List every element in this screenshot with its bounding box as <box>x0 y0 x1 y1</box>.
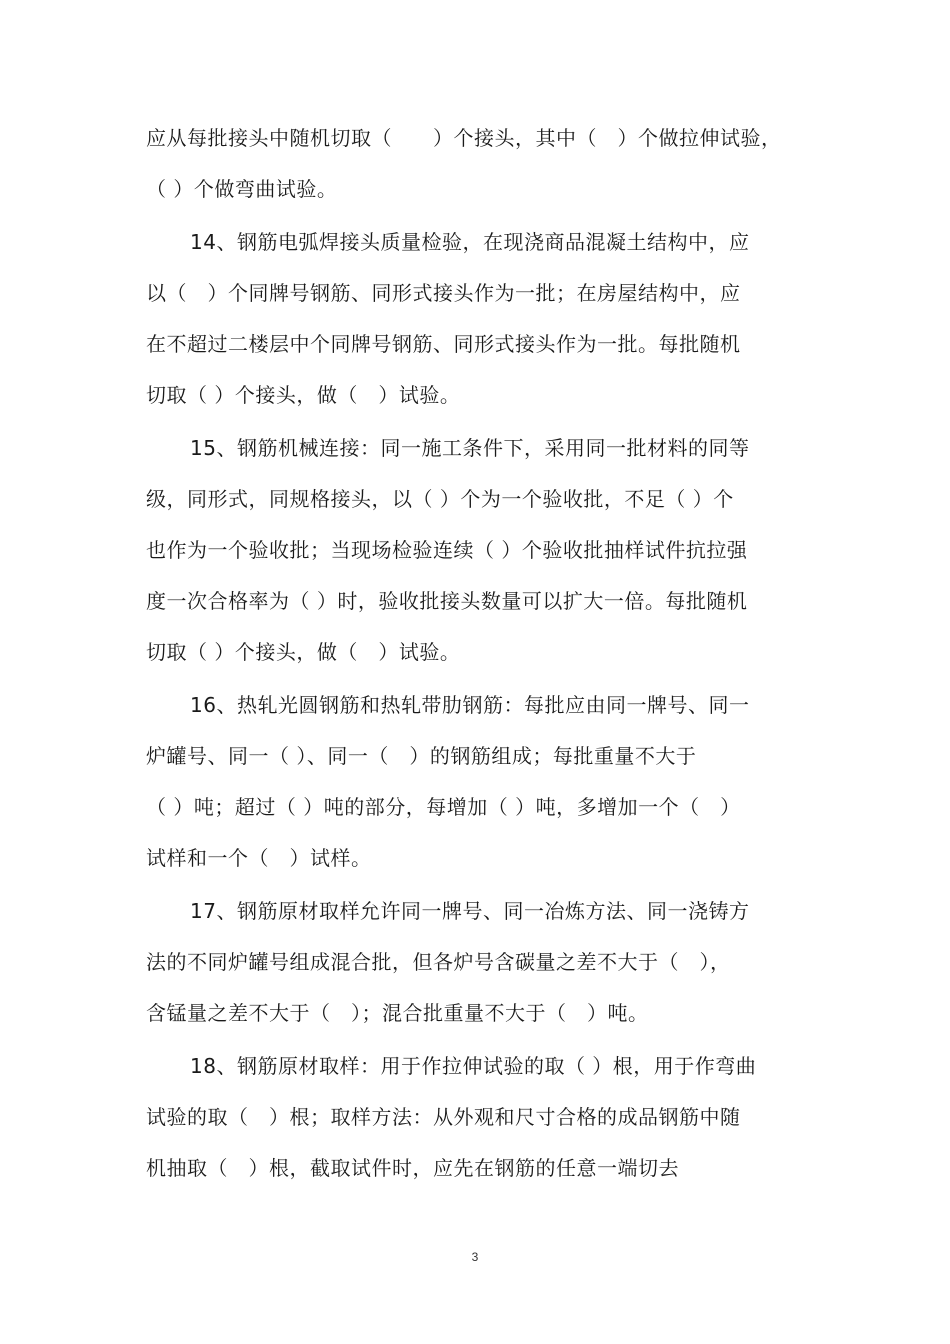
paragraph-15-first-line: 15、钢筋机械连接：同一施工条件下，采用同一批材料的同等 <box>190 436 750 460</box>
text-line: （ ）个做弯曲试验。 <box>146 177 338 201</box>
paragraph-18-first-line: 18、钢筋原材取样：用于作拉伸试验的取（ ）根，用于作弯曲 <box>190 1054 757 1078</box>
text-line: 应从每批接头中随机切取（ ）个接头，其中（ ）个做拉伸试验， <box>146 126 782 150</box>
text-line: （ ）吨；超过（ ）吨的部分，每增加（ ）吨，多增加一个（ ） <box>146 795 741 819</box>
text-line: 以（ ）个同牌号钢筋、同形式接头作为一批；在房屋结构中，应 <box>146 281 741 305</box>
text-line: 在不超过二楼层中个同牌号钢筋、同形式接头作为一批。每批随机 <box>146 332 741 356</box>
text-line: 试样和一个（ ）试样。 <box>146 846 372 870</box>
text-line: 也作为一个验收批；当现场检验连续（ ）个验收批抽样试件抗拉强 <box>146 538 748 562</box>
text-line: 试验的取（ ）根；取样方法：从外观和尺寸合格的成品钢筋中随 <box>146 1105 741 1129</box>
text-line: 炉罐号、同一（ ）、同一（ ）的钢筋组成；每批重量不大于 <box>146 744 697 768</box>
text-line: 机抽取（ ）根，截取试件时，应先在钢筋的任意一端切去 <box>146 1156 679 1180</box>
text-line: 级，同形式，同规格接头，以（ ）个为一个验收批，不足（ ）个 <box>146 487 734 511</box>
text-line: 度一次合格率为（ ）时，验收批接头数量可以扩大一倍。每批随机 <box>146 589 748 613</box>
text-line: 法的不同炉罐号组成混合批，但各炉号含碳量之差不大于（ ）， <box>146 950 731 974</box>
text-line: 含锰量之差不大于（ ）；混合批重量不大于（ ）吨。 <box>146 1001 649 1025</box>
text-line: 切取（ ）个接头，做（ ）试验。 <box>146 640 461 664</box>
paragraph-14-first-line: 14、钢筋电弧焊接头质量检验，在现浇商品混凝土结构中，应 <box>190 230 750 254</box>
paragraph-16-first-line: 16、热轧光圆钢筋和热轧带肋钢筋：每批应由同一牌号、同一 <box>190 693 750 717</box>
text-line: 切取（ ）个接头，做（ ）试验。 <box>146 383 461 407</box>
page-number: 3 <box>471 1250 479 1264</box>
paragraph-17-first-line: 17、钢筋原材取样允许同一牌号、同一冶炼方法、同一浇铸方 <box>190 899 750 923</box>
